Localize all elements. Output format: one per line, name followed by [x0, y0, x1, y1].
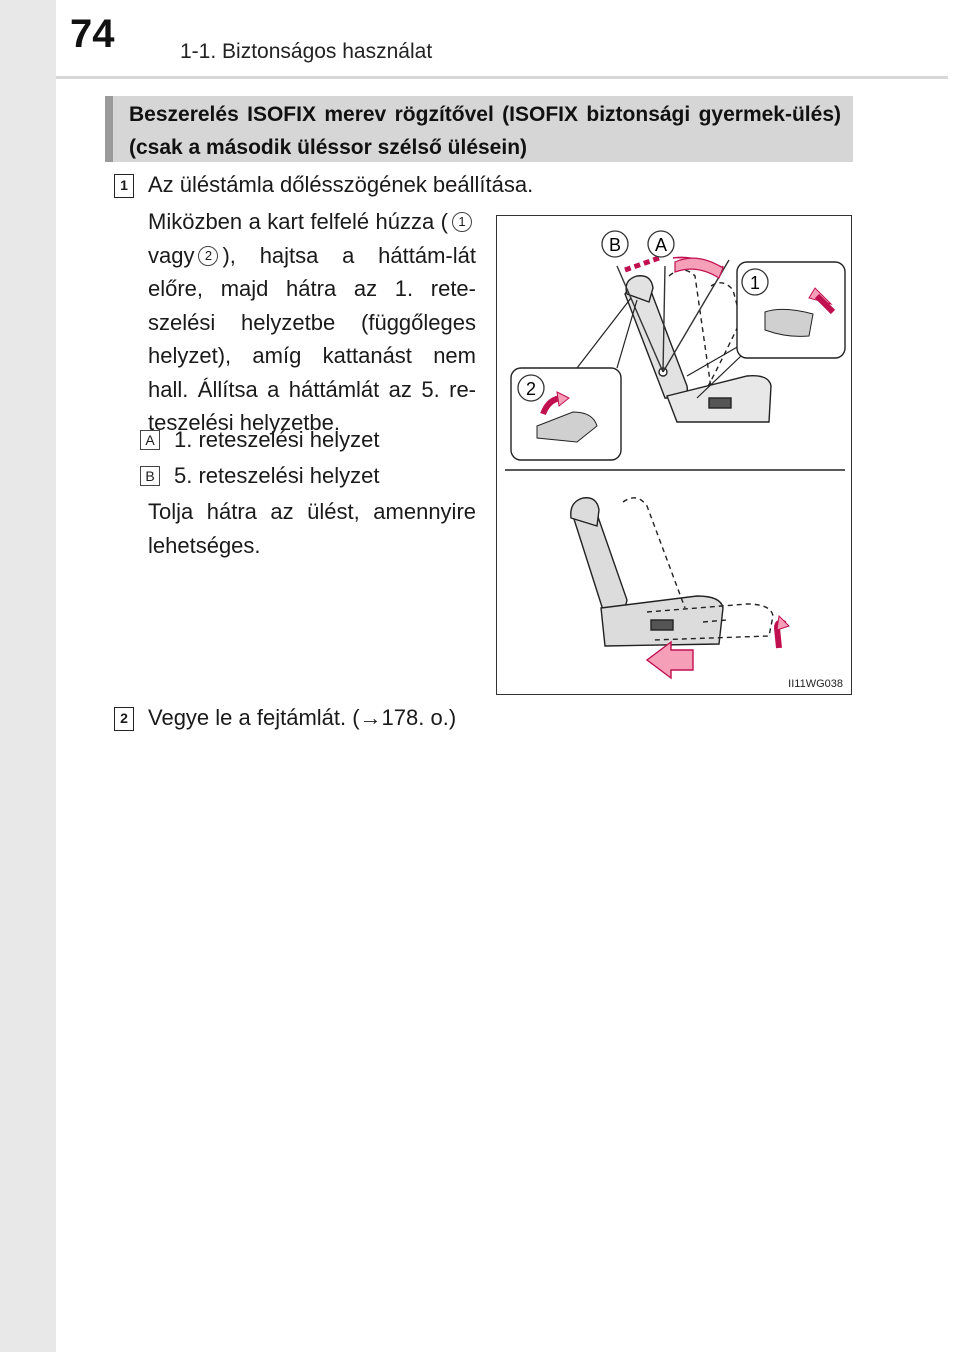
marker-row-b: [140, 463, 379, 489]
instruction-part1: Miközben a kart felfelé húzza (: [148, 209, 448, 234]
instruction-between: vagy: [148, 242, 195, 268]
chapter-title: 1-1. Biztonságos használat: [180, 40, 433, 63]
label-b: B: [608, 235, 622, 255]
instruction-part2: ), hajtsa a háttám-lát előre, majd hátra az 1. rete-szelési helyzetbe (függőleges helyzet), amíg kattanást nem hall. Állítsa a háttámlát az 5. re-teszelési helyzetbe.: [148, 242, 476, 435]
section-box: [105, 96, 853, 162]
figure-code: II11WG038: [788, 678, 843, 690]
seat-bottom: [571, 498, 773, 646]
note-paragraph: Tolja hátra az ülést, amennyire lehetséges.: [148, 499, 476, 558]
marker-a: A: [140, 430, 160, 450]
page-number: 74: [70, 12, 115, 56]
marker-a-text: 1. reteszelési helyzet: [174, 427, 380, 452]
slide-arrow-icon: [647, 642, 693, 678]
marker-row-a: [140, 427, 379, 453]
seat-diagram: [497, 216, 853, 696]
step-number-2: 2: [114, 707, 134, 731]
side-strip: [0, 0, 56, 1352]
label-2: 2: [525, 379, 537, 399]
step-text-1: Az üléstámla dőlésszögének beállítása.: [148, 172, 534, 197]
section-title: Beszerelés ISOFIX merev rögzítővel (ISOFIX biztonsági gyermek-ülés) (csak a második üléssor szélső ülésein): [129, 103, 841, 159]
header-rule: [56, 76, 948, 79]
step-number-1: 1: [114, 174, 134, 198]
step-text-2: Vegye le a fejtámlát. (→178. o.): [148, 705, 457, 730]
arrow-b-icon: [625, 258, 659, 270]
instruction-paragraph: [148, 205, 476, 440]
label-a: A: [654, 235, 668, 255]
marker-b: B: [140, 466, 160, 486]
seat-illustration: [496, 215, 852, 695]
circle-number-1: 1: [452, 212, 472, 232]
circle-number-2: 2: [198, 246, 218, 266]
marker-b-text: 5. reteszelési helyzet: [174, 463, 380, 488]
label-1: 1: [749, 273, 761, 293]
